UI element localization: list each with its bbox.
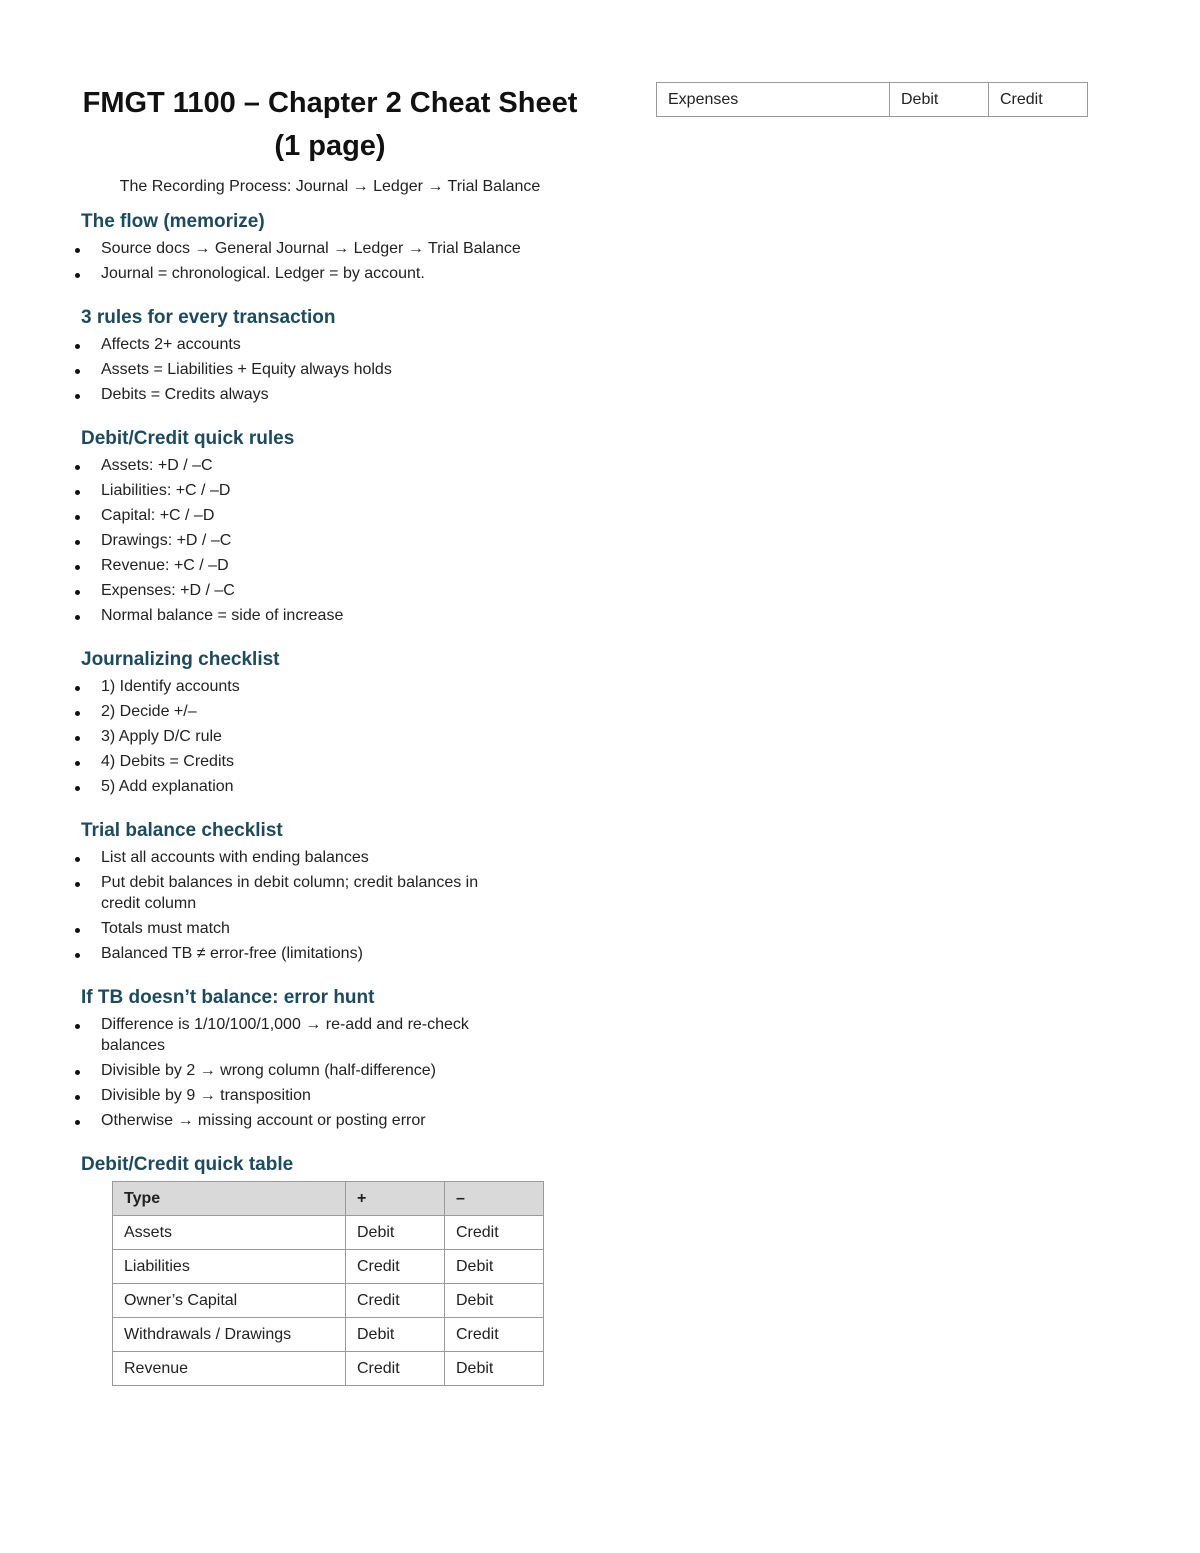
table-header-row [113,1182,544,1216]
list-item: Assets: +D / –C [70,455,521,476]
table-cell: Credit [346,1284,445,1318]
table-cell: Debit [445,1352,544,1386]
table-header-cell: – [445,1182,544,1216]
list-item: 5) Add explanation [70,776,521,797]
bullet-list [70,455,590,626]
table-row [113,1250,544,1284]
list-item: Divisible by 2 → wrong column (half-difference) [70,1060,521,1081]
list-item: Assets = Liabilities + Equity always holds [70,359,521,380]
section-trial-balance [70,819,590,964]
continued-table-wrapper [656,82,1088,117]
section-title: Debit/Credit quick table [81,1154,294,1175]
table-cell: Debit [346,1216,445,1250]
list-item: Affects 2+ accounts [70,334,521,355]
section-title: If TB doesn’t balance: error hunt [81,987,375,1008]
table-cell: Liabilities [113,1250,346,1284]
table-cell: Credit [346,1250,445,1284]
page-title: FMGT 1100 – Chapter 2 Cheat Sheet (1 page) [82,87,578,162]
table-cell: Revenue [113,1352,346,1386]
list-item: Capital: +C / –D [70,505,521,526]
section-error-hunt [70,986,590,1131]
debit-credit-table-continued [656,82,1088,117]
list-item: 1) Identify accounts [70,676,521,697]
list-item: Debits = Credits always [70,384,521,405]
table-cell: Owner’s Capital [113,1284,346,1318]
bullet-list [70,847,590,964]
list-item: Liabilities: +C / –D [70,480,521,501]
table-cell: Debit [445,1284,544,1318]
table-cell: Debit [346,1318,445,1352]
table-row [113,1216,544,1250]
table-cell: Withdrawals / Drawings [113,1318,346,1352]
list-item: Expenses: +D / –C [70,580,521,601]
table-cell: Debit [890,83,989,117]
bullet-list [70,676,590,797]
table-row [113,1284,544,1318]
table-header-cell: Type [113,1182,346,1216]
table-cell: Credit [989,83,1088,117]
section-dc-table [70,1153,590,1386]
section-flow [70,210,590,284]
list-item: Difference is 1/10/100/1,000 → re-add and re-check balances [70,1014,521,1056]
list-item: Revenue: +C / –D [70,555,521,576]
section-title: Trial balance checklist [81,820,283,841]
section-title: Journalizing checklist [81,649,280,670]
list-item: 2) Decide +/– [70,701,521,722]
table-cell: Credit [445,1216,544,1250]
table-row [657,83,1088,117]
section-title: Debit/Credit quick rules [81,428,295,449]
table-cell: Expenses [657,83,890,117]
section-rules [70,306,590,405]
section-journalizing [70,648,590,797]
list-item: Totals must match [70,918,521,939]
left-column [70,82,590,1386]
table-row [113,1318,544,1352]
table-cell: Credit [346,1352,445,1386]
list-item: Journal = chronological. Ledger = by account. [70,263,521,284]
table-cell: Assets [113,1216,346,1250]
section-title: 3 rules for every transaction [81,307,336,328]
bullet-list [70,334,590,405]
debit-credit-table [112,1181,544,1386]
table-cell: Credit [445,1318,544,1352]
list-item: Drawings: +D / –C [70,530,521,551]
bullet-list [70,238,590,284]
list-item: Divisible by 9 → transposition [70,1085,521,1106]
table-row [113,1352,544,1386]
list-item: List all accounts with ending balances [70,847,521,868]
table-header-cell: + [346,1182,445,1216]
list-item: 3) Apply D/C rule [70,726,521,747]
list-item: Put debit balances in debit column; credit balances in credit column [70,872,521,914]
list-item: 4) Debits = Credits [70,751,521,772]
list-item: Normal balance = side of increase [70,605,521,626]
table-cell: Debit [445,1250,544,1284]
list-item: Balanced TB ≠ error-free (limitations) [70,943,521,964]
bullet-list [70,1014,590,1131]
section-dc-rules [70,427,590,626]
list-item: Source docs → General Journal → Ledger → Trial Balance [70,238,521,259]
section-title: The flow (memorize) [81,211,265,232]
page-subtitle: The Recording Process: Journal → Ledger → Trial Balance [119,178,541,195]
list-item: Otherwise → missing account or posting error [70,1110,521,1131]
